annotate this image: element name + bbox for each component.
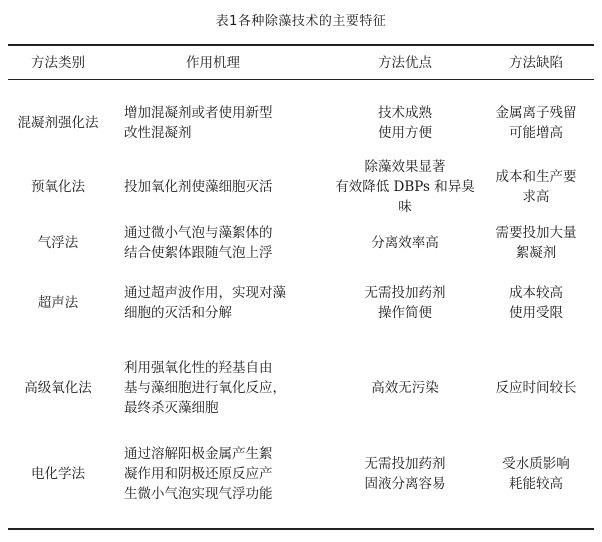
cell-advantages: 无需投加药剂 固液分离容易 — [364, 456, 446, 492]
table-row — [8, 94, 594, 152]
cell-defects: 成本较高 使用受限 — [509, 285, 563, 321]
cell-advantages: 无需投加药剂 操作简便 — [364, 285, 446, 321]
cell-advantages: 分离效率高 — [371, 235, 439, 251]
cell-mechanism: 利用强氧化性的羟基自由 基与藻细胞进行氧化反应， 最终杀灭藻细胞 — [124, 360, 286, 416]
cell-mechanism: 通过微小气泡与藻絮体的 结合使絮体跟随气泡上浮 — [124, 225, 273, 261]
cell-advantages: 技术成熟 使用方便 — [378, 105, 432, 141]
table-header-row — [8, 46, 594, 79]
table-row — [8, 276, 594, 330]
cell-defects: 需要投加大量 絮凝剂 — [495, 225, 577, 261]
table-row — [8, 436, 594, 512]
cell-defects: 受水质影响 耗能较高 — [502, 456, 570, 492]
cell-mechanism: 投加氧化剂使藻细胞灭活 — [124, 179, 273, 195]
table-caption: 表1各种除藻技术的主要特征 — [215, 14, 387, 29]
cell-mechanism: 通过溶解阳极金属产生絮 凝作用和阴极还原反应产 生微小气泡实现气浮功能 — [124, 446, 273, 502]
cell-mechanism: 增加混凝剂或者使用新型 改性混凝剂 — [124, 105, 273, 141]
cell-method: 电化学法 — [31, 466, 85, 482]
header-advantages: 方法优点 — [378, 54, 432, 71]
header-defects: 方法缺陷 — [509, 54, 563, 71]
cell-method: 混凝剂强化法 — [17, 115, 99, 131]
cell-defects: 成本和生产要 求高 — [495, 169, 577, 205]
cell-defects: 反应时间较长 — [495, 380, 577, 396]
table-row — [8, 160, 594, 214]
table-bottom-rule — [8, 528, 594, 530]
cell-defects: 金属离子残留 可能增高 — [495, 105, 577, 141]
cell-advantages: 高效无污染 — [371, 380, 439, 396]
header-method-category: 方法类别 — [31, 54, 85, 71]
cell-method: 气浮法 — [37, 235, 79, 251]
cell-advantages: 除藻效果显著 有效降低 DBPs 和异臭味 — [335, 159, 475, 215]
header-mechanism: 作用机理 — [186, 54, 240, 71]
table-row — [8, 352, 594, 424]
table-row — [8, 216, 594, 270]
cell-mechanism: 通过超声波作用，实现对藻 细胞的灭活和分解 — [124, 285, 286, 321]
table-header-rule — [8, 79, 594, 80]
cell-method: 高级氧化法 — [24, 380, 92, 396]
cell-method: 超声法 — [37, 295, 79, 311]
cell-method: 预氧化法 — [31, 179, 85, 195]
